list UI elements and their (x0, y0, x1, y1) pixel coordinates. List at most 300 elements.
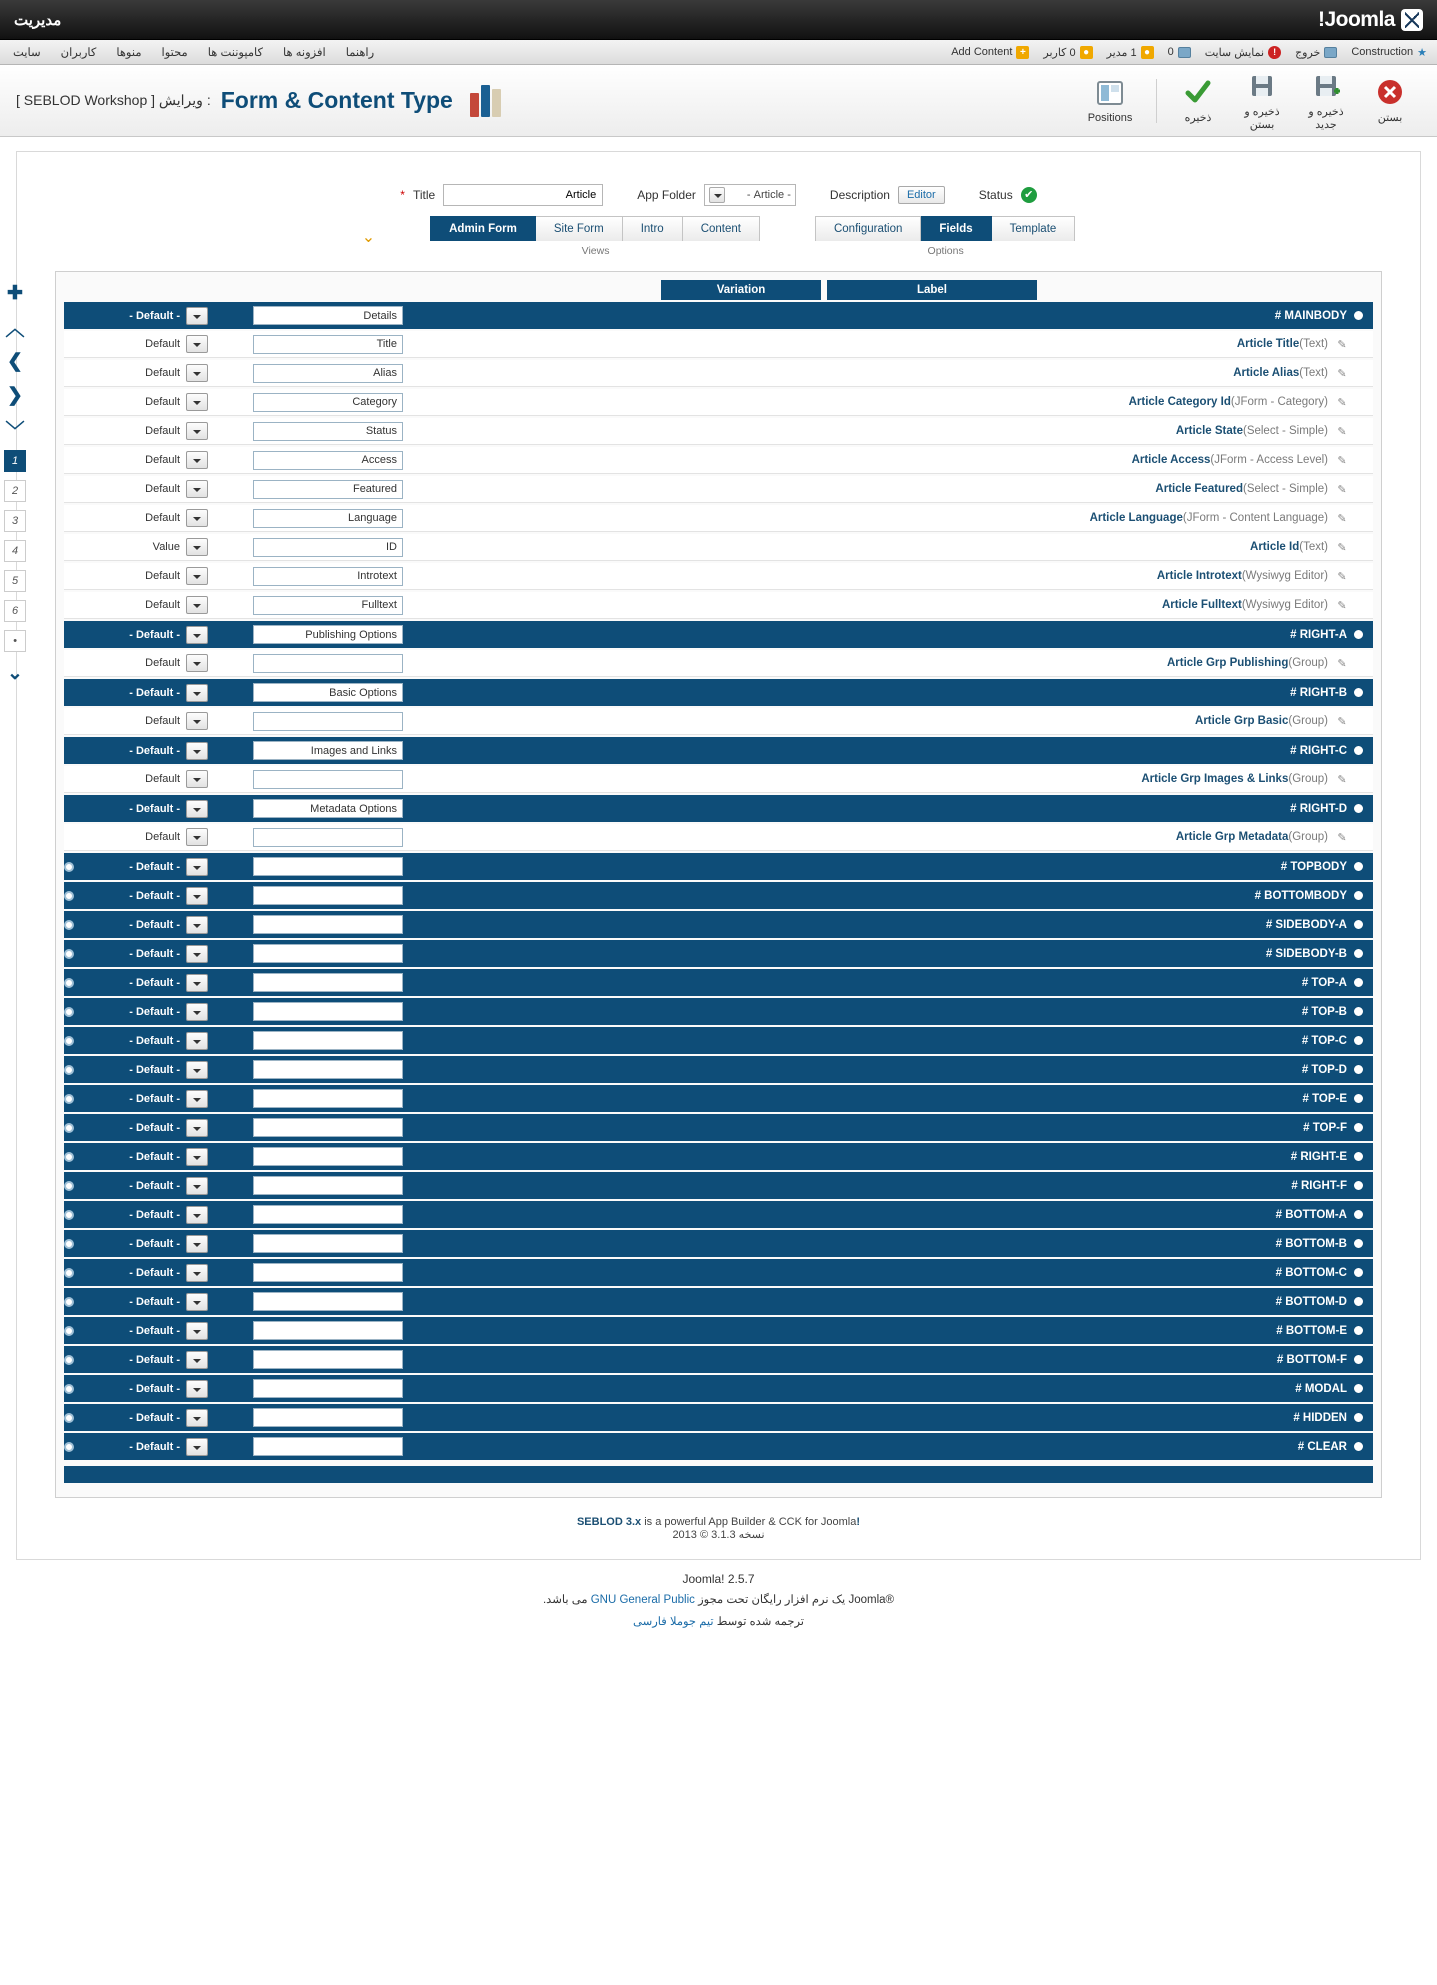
table-row[interactable] (64, 766, 1373, 793)
table-row[interactable] (64, 1375, 1373, 1402)
row-label-input[interactable] (253, 1205, 403, 1224)
menu-menus[interactable]: منوها (116, 47, 142, 59)
row-name-cell (448, 395, 1373, 409)
table-row[interactable] (64, 1288, 1373, 1315)
table-row[interactable] (64, 360, 1373, 387)
label-cell (208, 828, 448, 847)
table-row[interactable] (64, 1056, 1373, 1083)
section-bullet-icon[interactable] (1354, 1413, 1363, 1422)
menu-extensions[interactable]: افزونه ها (282, 47, 326, 59)
row-name-cell (448, 1209, 1373, 1221)
field-name-text: (Article Featured(Select - Simple (1155, 483, 1328, 495)
grid-rows (64, 302, 1373, 1460)
variation-cell (88, 626, 208, 644)
expand-chevron-icon[interactable]: ⌄ (361, 228, 376, 246)
row-label-input[interactable] (253, 1234, 403, 1253)
row-right-toggle[interactable] (64, 1007, 74, 1017)
variation-value: - Default - (129, 1353, 180, 1366)
legal-text-1: یک نرم افزار رایگان تحت مجوز (694, 1594, 849, 1606)
move-right-icon[interactable]: ❯ (7, 350, 23, 372)
row-label-input[interactable] (253, 799, 403, 818)
table-row[interactable] (64, 708, 1373, 735)
variation-select[interactable] (186, 770, 208, 788)
row-label-input[interactable] (253, 828, 403, 847)
row-label-input[interactable] (253, 335, 403, 354)
variation-cell (88, 422, 208, 440)
tab-admin-form[interactable]: Admin Form (430, 216, 536, 241)
section-bullet-icon[interactable] (1354, 1094, 1363, 1103)
grid-column-headers (64, 280, 1373, 300)
variation-column-header: Variation (661, 280, 821, 300)
row-label-input[interactable] (253, 509, 403, 528)
label-cell (208, 1118, 448, 1137)
table-row[interactable] (64, 331, 1373, 358)
row-label-input[interactable] (253, 1031, 403, 1050)
row-right-toggle[interactable] (64, 1297, 74, 1307)
row-name-cell (448, 629, 1373, 641)
variation-select[interactable] (186, 422, 208, 440)
table-row[interactable] (64, 476, 1373, 503)
tab-site-form[interactable]: Site Form (535, 216, 623, 241)
row-label-input[interactable] (253, 1321, 403, 1340)
variation-value: - Default - (129, 744, 180, 757)
table-row[interactable] (64, 969, 1373, 996)
edit-pencil-icon[interactable]: ✎ (1337, 657, 1347, 670)
table-row[interactable] (64, 998, 1373, 1025)
row-label-input[interactable] (253, 654, 403, 673)
variation-select[interactable] (186, 1148, 208, 1166)
variation-select[interactable] (186, 480, 208, 498)
tab-template[interactable]: Template (991, 216, 1076, 241)
page-2-button[interactable]: 2 (4, 480, 26, 502)
row-right-toggle[interactable] (64, 1210, 74, 1220)
section-bullet-icon[interactable] (1354, 746, 1363, 755)
page-more-button[interactable]: • (4, 630, 26, 652)
seblod-name: !SEBLOD 3.x (576, 1516, 861, 1528)
section-bullet-icon[interactable] (1354, 804, 1363, 813)
section-bullet-icon[interactable] (1354, 1297, 1363, 1306)
description-editor-button[interactable]: Editor (898, 186, 945, 204)
section-bullet-icon[interactable] (1354, 1210, 1363, 1219)
row-label-input[interactable] (253, 915, 403, 934)
statusbar-admins[interactable] (1107, 46, 1154, 59)
row-name-cell (448, 1441, 1373, 1453)
variation-cell (88, 654, 208, 672)
table-row[interactable] (64, 592, 1373, 619)
translation-text: ترجمه شده توسط (713, 1615, 804, 1628)
save-new-button-label: ذخیره و جدید (1308, 105, 1344, 131)
positions-button[interactable] (1074, 74, 1146, 128)
seblod-tagline: is a powerful App Builder & CCK for Joomla (641, 1516, 857, 1528)
edit-pencil-icon[interactable]: ✎ (1337, 454, 1347, 467)
label-cell (208, 1205, 448, 1224)
table-row[interactable] (64, 1404, 1373, 1431)
row-right-toggle[interactable] (64, 1065, 74, 1075)
page-3-button[interactable]: 3 (4, 510, 26, 532)
statusbar-site-preview[interactable] (1205, 46, 1281, 59)
variation-select[interactable] (186, 335, 208, 353)
section-bullet-icon[interactable] (1354, 862, 1363, 871)
table-row[interactable] (64, 505, 1373, 532)
section-bullet-icon[interactable] (1354, 978, 1363, 987)
row-label-input[interactable] (253, 364, 403, 383)
row-right-toggle[interactable] (64, 1123, 74, 1133)
row-label-input[interactable] (253, 393, 403, 412)
edit-pencil-icon[interactable]: ✎ (1337, 715, 1347, 728)
variation-select[interactable] (186, 828, 208, 846)
row-name-cell (448, 1064, 1373, 1076)
variation-select[interactable] (186, 393, 208, 411)
variation-select[interactable] (186, 1409, 208, 1427)
tab-intro[interactable]: Intro (622, 216, 683, 241)
check-icon (1183, 77, 1213, 107)
section-name-text: RIGHT-F # (1291, 1179, 1347, 1192)
variation-value: Default (145, 570, 180, 582)
row-right-toggle[interactable] (64, 949, 74, 959)
table-row[interactable] (64, 621, 1373, 648)
row-label-input[interactable] (253, 1379, 403, 1398)
section-bullet-icon[interactable] (1354, 1384, 1363, 1393)
table-row[interactable] (64, 882, 1373, 909)
table-row[interactable] (64, 389, 1373, 416)
statusbar-messages[interactable] (1168, 46, 1191, 58)
edit-pencil-icon[interactable]: ✎ (1337, 396, 1347, 409)
row-label-input[interactable] (253, 857, 403, 876)
add-icon[interactable]: ✚ (7, 282, 23, 304)
section-bullet-icon[interactable] (1354, 1123, 1363, 1132)
variation-value: - Default - (129, 976, 180, 989)
variation-select[interactable] (186, 1264, 208, 1282)
row-right-toggle[interactable] (64, 862, 74, 872)
chevron-down-icon (709, 187, 725, 203)
row-label-input[interactable] (253, 741, 403, 760)
table-row[interactable] (64, 1433, 1373, 1460)
row-right-toggle[interactable] (64, 920, 74, 930)
row-right-toggle[interactable] (64, 1326, 74, 1336)
required-marker: * (400, 188, 405, 202)
table-row[interactable] (64, 679, 1373, 706)
variation-value: - Default - (129, 889, 180, 902)
row-label-input[interactable] (253, 567, 403, 586)
collapse-all-icon[interactable]: ⌄ (7, 662, 23, 684)
table-row[interactable] (64, 1143, 1373, 1170)
section-bullet-icon[interactable] (1354, 891, 1363, 900)
row-name-cell (448, 656, 1373, 670)
page-title-text: Form & Content Type (220, 87, 453, 113)
table-row[interactable] (64, 650, 1373, 677)
table-row[interactable] (64, 1085, 1373, 1112)
grid-side-controls (2, 280, 28, 686)
table-row[interactable] (64, 795, 1373, 822)
table-row[interactable] (64, 418, 1373, 445)
joomla-logo[interactable] (1318, 8, 1423, 32)
field-name-text: (Article Grp Publishing(Group (1166, 657, 1328, 669)
page-5-button[interactable]: 5 (4, 570, 26, 592)
title-input[interactable] (443, 184, 603, 206)
row-label-input[interactable] (253, 1089, 403, 1108)
row-label-input[interactable] (253, 422, 403, 441)
row-label-input[interactable] (253, 625, 403, 644)
variation-select[interactable] (186, 742, 208, 760)
edit-pencil-icon[interactable]: ✎ (1337, 831, 1347, 844)
row-label-input[interactable] (253, 973, 403, 992)
row-label-input[interactable] (253, 306, 403, 325)
variation-select[interactable] (186, 1438, 208, 1456)
edit-pencil-icon[interactable]: ✎ (1337, 773, 1347, 786)
table-row[interactable] (64, 1317, 1373, 1344)
tab-fields[interactable]: Fields (920, 216, 991, 241)
section-bullet-icon[interactable] (1354, 1036, 1363, 1045)
variation-value: - Default - (129, 1034, 180, 1047)
construction-label: Construction (1351, 46, 1414, 58)
row-label-input[interactable] (253, 712, 403, 731)
row-label-input[interactable] (253, 683, 403, 702)
variation-select[interactable] (186, 974, 208, 992)
variation-value: - Default - (129, 1266, 180, 1279)
row-label-input[interactable] (253, 1408, 403, 1427)
row-label-input[interactable] (253, 944, 403, 963)
status-published-icon[interactable]: ✔ (1021, 187, 1037, 203)
variation-select[interactable] (186, 626, 208, 644)
section-bullet-icon[interactable] (1354, 688, 1363, 697)
alert-badge-icon: ! (1268, 46, 1281, 59)
edit-pencil-icon[interactable]: ✎ (1337, 512, 1347, 525)
type-header-form (27, 170, 1410, 216)
statusbar-construction[interactable] (1351, 46, 1427, 59)
menu-site[interactable]: سایت (13, 47, 41, 59)
table-row[interactable] (64, 563, 1373, 590)
variation-select[interactable] (186, 1235, 208, 1253)
row-name-cell (448, 1325, 1373, 1337)
move-up-icon[interactable]: ︿ (5, 318, 25, 340)
menu-components[interactable]: کامپوننت ها (207, 47, 263, 59)
edit-pencil-icon[interactable]: ✎ (1337, 541, 1347, 554)
section-name-text: BOTTOM-B # (1275, 1237, 1347, 1250)
table-row[interactable] (64, 911, 1373, 938)
row-name-cell (448, 745, 1373, 757)
row-label-input[interactable] (253, 770, 403, 789)
statusbar-users[interactable] (1043, 46, 1092, 59)
row-label-input[interactable] (253, 1350, 403, 1369)
row-name-cell (448, 830, 1373, 844)
section-bullet-icon[interactable] (1354, 949, 1363, 958)
variation-select[interactable] (186, 567, 208, 585)
table-row[interactable] (64, 1230, 1373, 1257)
variation-select[interactable] (186, 364, 208, 382)
variation-select[interactable] (186, 1206, 208, 1224)
legal-joomla-mark: ®Joomla (848, 1594, 895, 1606)
variation-select[interactable] (186, 1003, 208, 1021)
variation-select[interactable] (186, 1119, 208, 1137)
save-close-button[interactable] (1231, 67, 1293, 135)
gnu-license-link[interactable]: GNU General Public (590, 1594, 695, 1606)
move-down-icon[interactable]: ﹀ (5, 420, 25, 442)
variation-select[interactable] (186, 887, 208, 905)
section-bullet-icon[interactable] (1354, 1239, 1363, 1248)
variation-value: - Default - (129, 309, 180, 322)
move-left-icon[interactable]: ❮ (7, 384, 23, 406)
table-row[interactable] (64, 1172, 1373, 1199)
section-bullet-icon[interactable] (1354, 1007, 1363, 1016)
section-name-text: SIDEBODY-A # (1265, 918, 1347, 931)
row-right-toggle[interactable] (64, 1094, 74, 1104)
table-row[interactable] (64, 302, 1373, 329)
section-bullet-icon[interactable] (1354, 1326, 1363, 1335)
variation-select[interactable] (186, 307, 208, 325)
label-cell (208, 1234, 448, 1253)
variation-value: - Default - (129, 628, 180, 641)
table-row[interactable] (64, 853, 1373, 880)
save-button[interactable] (1167, 73, 1229, 128)
table-row[interactable] (64, 940, 1373, 967)
menu-users[interactable]: کاربران (60, 47, 97, 59)
row-name-cell (448, 1180, 1373, 1192)
section-bullet-icon[interactable] (1354, 1065, 1363, 1074)
page-1-button[interactable]: 1 (4, 450, 26, 472)
save-button-label: ذخیره (1184, 112, 1212, 124)
edit-pencil-icon[interactable]: ✎ (1337, 367, 1347, 380)
menu-content[interactable]: محتوا (161, 47, 188, 59)
row-label-input[interactable] (253, 1292, 403, 1311)
section-bullet-icon[interactable] (1354, 920, 1363, 929)
section-name-text: CLEAR # (1297, 1440, 1347, 1453)
label-cell (208, 509, 448, 528)
row-label-input[interactable] (253, 1147, 403, 1166)
variation-select[interactable] (186, 654, 208, 672)
row-right-toggle[interactable] (64, 1355, 74, 1365)
section-name-text: TOP-D # (1301, 1063, 1347, 1076)
variation-cell (88, 1061, 208, 1079)
variation-select[interactable] (186, 1032, 208, 1050)
row-right-toggle[interactable] (64, 891, 74, 901)
edit-pencil-icon[interactable]: ✎ (1337, 425, 1347, 438)
variation-select[interactable] (186, 916, 208, 934)
variation-select[interactable] (186, 858, 208, 876)
row-label-input[interactable] (253, 538, 403, 557)
table-row[interactable] (64, 1346, 1373, 1373)
statusbar-logout[interactable] (1295, 46, 1337, 59)
row-label-input[interactable] (253, 1263, 403, 1282)
row-label-input[interactable] (253, 886, 403, 905)
variation-select[interactable] (186, 451, 208, 469)
section-bullet-icon[interactable] (1354, 1181, 1363, 1190)
section-bullet-icon[interactable] (1354, 311, 1363, 320)
row-right-toggle[interactable] (64, 1036, 74, 1046)
edit-pencil-icon[interactable]: ✎ (1337, 599, 1347, 612)
section-name-text: RIGHT-E # (1290, 1150, 1347, 1163)
variation-select[interactable] (186, 684, 208, 702)
row-label-input[interactable] (253, 480, 403, 499)
section-name-text: BOTTOM-F # (1276, 1353, 1347, 1366)
row-label-input[interactable] (253, 1176, 403, 1195)
section-name-text: RIGHT-A # (1290, 628, 1347, 641)
edit-pencil-icon[interactable]: ✎ (1337, 338, 1347, 351)
variation-select[interactable] (186, 1380, 208, 1398)
table-row[interactable] (64, 737, 1373, 764)
variation-select[interactable] (186, 1351, 208, 1369)
statusbar-add-content[interactable] (951, 46, 1029, 59)
table-row[interactable] (64, 1201, 1373, 1228)
joomla-farsi-link[interactable]: تیم جوملا فارسی (632, 1615, 714, 1628)
row-name-cell (448, 540, 1373, 554)
row-right-toggle[interactable] (64, 1181, 74, 1191)
variation-select[interactable] (186, 712, 208, 730)
row-label-input[interactable] (253, 1118, 403, 1137)
row-label-input[interactable] (253, 1002, 403, 1021)
app-folder-field (637, 184, 796, 206)
row-right-toggle[interactable] (64, 1239, 74, 1249)
row-right-toggle[interactable] (64, 1384, 74, 1394)
label-cell (208, 480, 448, 499)
variation-select[interactable] (186, 800, 208, 818)
variation-select[interactable] (186, 945, 208, 963)
row-right-toggle[interactable] (64, 1268, 74, 1278)
tab-content[interactable]: Content (682, 216, 760, 241)
variation-cell (88, 335, 208, 353)
menu-help[interactable]: راهنما (345, 47, 375, 59)
table-row[interactable] (64, 1114, 1373, 1141)
edit-pencil-icon[interactable]: ✎ (1337, 570, 1347, 583)
power-icon (1324, 47, 1337, 58)
close-icon (1375, 77, 1405, 107)
variation-select[interactable] (186, 538, 208, 556)
variation-cell (88, 800, 208, 818)
section-bullet-icon[interactable] (1354, 1355, 1363, 1364)
table-row[interactable] (64, 447, 1373, 474)
table-row[interactable] (64, 1027, 1373, 1054)
row-right-toggle[interactable] (64, 1442, 74, 1452)
section-bullet-icon[interactable] (1354, 630, 1363, 639)
section-bullet-icon[interactable] (1354, 1268, 1363, 1277)
section-bullet-icon[interactable] (1354, 1152, 1363, 1161)
variation-select[interactable] (186, 1293, 208, 1311)
row-label-input[interactable] (253, 596, 403, 615)
label-cell (208, 364, 448, 383)
row-label-input[interactable] (253, 451, 403, 470)
tab-configuration[interactable]: Configuration (815, 216, 921, 241)
app-folder-select[interactable] (704, 184, 796, 206)
variation-select[interactable] (186, 596, 208, 614)
messages-count: 0 (1167, 46, 1174, 58)
variation-cell (88, 974, 208, 992)
row-right-toggle[interactable] (64, 1413, 74, 1423)
section-name-text: HIDDEN # (1293, 1411, 1347, 1424)
variation-select[interactable] (186, 1177, 208, 1195)
table-row[interactable] (64, 824, 1373, 851)
row-right-toggle[interactable] (64, 1152, 74, 1162)
close-button[interactable] (1359, 73, 1421, 128)
row-right-toggle[interactable] (64, 978, 74, 988)
page-4-button[interactable]: 4 (4, 540, 26, 562)
field-name-text: (Article Alias(Text (1233, 367, 1328, 379)
edit-pencil-icon[interactable]: ✎ (1337, 483, 1347, 496)
variation-select[interactable] (186, 1322, 208, 1340)
table-row[interactable] (64, 534, 1373, 561)
variation-select[interactable] (186, 509, 208, 527)
row-label-input[interactable] (253, 1060, 403, 1079)
variation-select[interactable] (186, 1061, 208, 1079)
section-name-text: TOP-F # (1303, 1121, 1347, 1134)
field-name-text: (Article Id(Text (1250, 541, 1328, 553)
save-new-button[interactable] (1295, 67, 1357, 135)
variation-select[interactable] (186, 1090, 208, 1108)
section-bullet-icon[interactable] (1354, 1442, 1363, 1451)
table-row[interactable] (64, 1259, 1373, 1286)
variation-value: - Default - (129, 860, 180, 873)
row-label-input[interactable] (253, 1437, 403, 1456)
page-6-button[interactable]: 6 (4, 600, 26, 622)
label-cell (208, 567, 448, 586)
